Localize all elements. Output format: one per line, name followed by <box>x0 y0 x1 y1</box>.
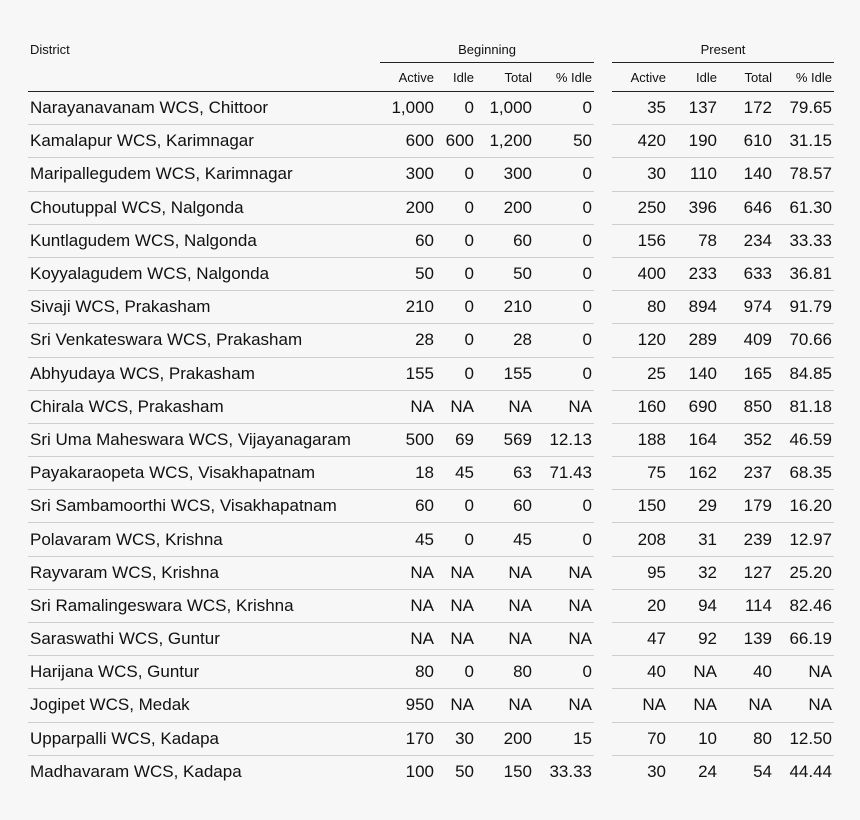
cell-present-active: 150 <box>612 490 668 523</box>
header-present-idle: Idle <box>696 69 718 85</box>
cell-present-active: 120 <box>612 324 668 357</box>
cell-present-idle: 94 <box>668 589 719 622</box>
cell-present-idle: 137 <box>668 92 719 125</box>
cell-present-idle: 289 <box>668 324 719 357</box>
header-district: District <box>30 41 70 57</box>
header-beginning-pct-idle: % Idle <box>555 69 593 85</box>
cell-present-active: NA <box>612 689 668 722</box>
table-row <box>28 722 834 755</box>
header-gap <box>594 36 612 63</box>
cell-present-total: 80 <box>719 722 774 755</box>
cell-beginning-pct-idle: 0 <box>534 224 594 257</box>
cell-beginning-active: 50 <box>380 257 436 290</box>
cell-beginning-idle: 0 <box>436 490 476 523</box>
cell-beginning-pct-idle: NA <box>534 390 594 423</box>
cell-beginning-pct-idle: 33.33 <box>534 755 594 788</box>
table-row <box>28 490 834 523</box>
cell-present-active: 70 <box>612 722 668 755</box>
cell-beginning-active: 1,000 <box>380 92 436 125</box>
cell-present-total: 165 <box>719 357 774 390</box>
cell-beginning-idle: 0 <box>436 191 476 224</box>
cell-district: Harijana WCS, Guntur <box>28 656 380 689</box>
cell-present-total: 139 <box>719 623 774 656</box>
cell-district: Abhyudaya WCS, Prakasham <box>28 357 380 390</box>
cell-beginning-total: 1,200 <box>476 125 534 158</box>
cell-gap <box>594 689 612 722</box>
cell-beginning-active: NA <box>380 390 436 423</box>
cell-beginning-active: 950 <box>380 689 436 722</box>
table-row <box>28 291 834 324</box>
cell-gap <box>594 623 612 656</box>
cell-district: Jogipet WCS, Medak <box>28 689 380 722</box>
cell-present-pct-idle: 70.66 <box>774 324 834 357</box>
cell-beginning-active: 60 <box>380 490 436 523</box>
cell-present-idle: 140 <box>668 357 719 390</box>
table-row <box>28 589 834 622</box>
cell-beginning-total: 569 <box>476 423 534 456</box>
cell-gap <box>594 390 612 423</box>
cell-beginning-total: 200 <box>476 191 534 224</box>
cell-district: Sri Uma Maheswara WCS, Vijayanagaram <box>28 423 380 456</box>
cell-beginning-idle: NA <box>436 589 476 622</box>
cell-beginning-active: NA <box>380 623 436 656</box>
header-beginning-active: Active <box>398 69 434 85</box>
cell-district: Narayanavanam WCS, Chittoor <box>28 92 380 125</box>
cell-present-pct-idle: 79.65 <box>774 92 834 125</box>
cell-present-idle: 690 <box>668 390 719 423</box>
cell-beginning-active: 300 <box>380 158 436 191</box>
header-beginning-idle: Idle <box>453 69 474 85</box>
table-row <box>28 423 834 456</box>
cell-present-active: 95 <box>612 556 668 589</box>
cell-present-idle: 92 <box>668 623 719 656</box>
cell-beginning-total: NA <box>476 689 534 722</box>
cell-beginning-idle: 45 <box>436 457 476 490</box>
cell-beginning-active: NA <box>380 589 436 622</box>
cell-beginning-idle: 0 <box>436 656 476 689</box>
cell-beginning-pct-idle: NA <box>534 623 594 656</box>
cell-beginning-total: 300 <box>476 158 534 191</box>
cell-beginning-idle: 600 <box>436 125 476 158</box>
cell-district: Sri Venkateswara WCS, Prakasham <box>28 324 380 357</box>
cell-beginning-total: NA <box>476 390 534 423</box>
table-row <box>28 755 834 788</box>
cell-beginning-total: 28 <box>476 324 534 357</box>
cell-beginning-total: 210 <box>476 291 534 324</box>
cell-district: Upparpalli WCS, Kadapa <box>28 722 380 755</box>
header-group-beginning: Beginning <box>380 36 594 63</box>
cell-beginning-active: 45 <box>380 523 436 556</box>
header-present-pct-idle: % Idle <box>795 69 833 85</box>
cell-present-pct-idle: 78.57 <box>774 158 834 191</box>
cell-present-pct-idle: 68.35 <box>774 457 834 490</box>
cell-district: Kamalapur WCS, Karimnagar <box>28 125 380 158</box>
table-row <box>28 257 834 290</box>
cell-beginning-total: 150 <box>476 755 534 788</box>
cell-beginning-pct-idle: 12.13 <box>534 423 594 456</box>
table-row <box>28 92 834 125</box>
cell-beginning-active: 210 <box>380 291 436 324</box>
cell-district: Polavaram WCS, Krishna <box>28 523 380 556</box>
table-row <box>28 457 834 490</box>
cell-present-idle: 10 <box>668 722 719 755</box>
cell-gap <box>594 556 612 589</box>
cell-district: Koyyalagudem WCS, Nalgonda <box>28 257 380 290</box>
cell-beginning-idle: 0 <box>436 224 476 257</box>
cell-beginning-active: 100 <box>380 755 436 788</box>
cell-present-idle: 29 <box>668 490 719 523</box>
cell-present-active: 420 <box>612 125 668 158</box>
cell-beginning-pct-idle: 0 <box>534 92 594 125</box>
table-header <box>28 36 834 92</box>
cell-beginning-pct-idle: NA <box>534 689 594 722</box>
cell-present-total: 40 <box>719 656 774 689</box>
cell-beginning-pct-idle: 50 <box>534 125 594 158</box>
cell-gap <box>594 191 612 224</box>
cell-gap <box>594 457 612 490</box>
cell-gap <box>594 92 612 125</box>
cell-present-idle: 110 <box>668 158 719 191</box>
cell-present-pct-idle: 12.97 <box>774 523 834 556</box>
table-row <box>28 556 834 589</box>
table-row <box>28 623 834 656</box>
cell-beginning-pct-idle: 0 <box>534 324 594 357</box>
cell-present-idle: 190 <box>668 125 719 158</box>
table-row <box>28 357 834 390</box>
cell-beginning-total: 45 <box>476 523 534 556</box>
cell-present-active: 30 <box>612 158 668 191</box>
cell-beginning-active: 200 <box>380 191 436 224</box>
table-row <box>28 324 834 357</box>
cell-present-total: 646 <box>719 191 774 224</box>
cell-present-idle: 162 <box>668 457 719 490</box>
cell-present-pct-idle: 91.79 <box>774 291 834 324</box>
cell-present-total: 974 <box>719 291 774 324</box>
cell-present-total: 239 <box>719 523 774 556</box>
cell-beginning-total: 1,000 <box>476 92 534 125</box>
cell-beginning-idle: 50 <box>436 755 476 788</box>
cell-district: Madhavaram WCS, Kadapa <box>28 755 380 788</box>
cell-district: Maripallegudem WCS, Karimnagar <box>28 158 380 191</box>
header-blank <box>28 63 380 92</box>
cell-beginning-total: NA <box>476 589 534 622</box>
cell-present-active: 208 <box>612 523 668 556</box>
cell-gap <box>594 257 612 290</box>
cell-beginning-idle: 30 <box>436 722 476 755</box>
cell-beginning-active: 18 <box>380 457 436 490</box>
cell-beginning-active: 500 <box>380 423 436 456</box>
cell-beginning-pct-idle: 0 <box>534 490 594 523</box>
cell-beginning-pct-idle: 0 <box>534 191 594 224</box>
cell-present-total: 179 <box>719 490 774 523</box>
cell-beginning-pct-idle: 0 <box>534 257 594 290</box>
cell-present-active: 188 <box>612 423 668 456</box>
table-body <box>28 92 834 788</box>
cell-present-active: 160 <box>612 390 668 423</box>
cell-present-pct-idle: NA <box>774 656 834 689</box>
cell-present-idle: 233 <box>668 257 719 290</box>
cell-district: Sri Ramalingeswara WCS, Krishna <box>28 589 380 622</box>
cell-beginning-active: 600 <box>380 125 436 158</box>
cell-present-active: 40 <box>612 656 668 689</box>
table-row <box>28 689 834 722</box>
cell-present-pct-idle: 31.15 <box>774 125 834 158</box>
cell-gap <box>594 755 612 788</box>
cell-beginning-idle: 0 <box>436 291 476 324</box>
cell-present-pct-idle: 16.20 <box>774 490 834 523</box>
cell-beginning-total: NA <box>476 623 534 656</box>
cell-present-pct-idle: 84.85 <box>774 357 834 390</box>
cell-beginning-pct-idle: 0 <box>534 291 594 324</box>
header-gap <box>594 63 612 92</box>
cell-present-active: 47 <box>612 623 668 656</box>
cell-beginning-idle: 0 <box>436 92 476 125</box>
cell-present-idle: 31 <box>668 523 719 556</box>
cell-district: Sri Sambamoorthi WCS, Visakhapatnam <box>28 490 380 523</box>
cell-present-pct-idle: 36.81 <box>774 257 834 290</box>
cell-present-total: 114 <box>719 589 774 622</box>
cell-present-pct-idle: 46.59 <box>774 423 834 456</box>
cell-beginning-pct-idle: 0 <box>534 357 594 390</box>
cell-gap <box>594 490 612 523</box>
cell-gap <box>594 125 612 158</box>
cell-present-active: 35 <box>612 92 668 125</box>
cell-present-idle: 78 <box>668 224 719 257</box>
cell-present-pct-idle: 82.46 <box>774 589 834 622</box>
cell-district: Payakaraopeta WCS, Visakhapatnam <box>28 457 380 490</box>
cell-present-pct-idle: 12.50 <box>774 722 834 755</box>
cell-gap <box>594 656 612 689</box>
cell-gap <box>594 589 612 622</box>
cell-beginning-active: 60 <box>380 224 436 257</box>
cell-district: Kuntlagudem WCS, Nalgonda <box>28 224 380 257</box>
cell-beginning-total: 155 <box>476 357 534 390</box>
cell-beginning-total: 60 <box>476 224 534 257</box>
cell-district: Saraswathi WCS, Guntur <box>28 623 380 656</box>
cell-beginning-idle: 69 <box>436 423 476 456</box>
cell-beginning-total: 200 <box>476 722 534 755</box>
cell-beginning-total: 63 <box>476 457 534 490</box>
cell-beginning-idle: 0 <box>436 257 476 290</box>
cell-district: Chirala WCS, Prakasham <box>28 390 380 423</box>
cell-present-idle: 24 <box>668 755 719 788</box>
cell-present-total: 850 <box>719 390 774 423</box>
cell-beginning-idle: NA <box>436 689 476 722</box>
table-row <box>28 125 834 158</box>
cell-district: Rayvaram WCS, Krishna <box>28 556 380 589</box>
cell-present-active: 20 <box>612 589 668 622</box>
table-row <box>28 191 834 224</box>
cell-beginning-total: 50 <box>476 257 534 290</box>
cell-gap <box>594 357 612 390</box>
cell-present-total: 237 <box>719 457 774 490</box>
cell-beginning-active: 80 <box>380 656 436 689</box>
cell-gap <box>594 423 612 456</box>
cell-gap <box>594 291 612 324</box>
cell-beginning-idle: 0 <box>436 357 476 390</box>
cell-present-idle: 894 <box>668 291 719 324</box>
cell-beginning-active: 170 <box>380 722 436 755</box>
cell-beginning-active: 155 <box>380 357 436 390</box>
cell-present-total: 54 <box>719 755 774 788</box>
cell-beginning-idle: 0 <box>436 158 476 191</box>
cell-present-idle: 396 <box>668 191 719 224</box>
cell-present-active: 250 <box>612 191 668 224</box>
cell-beginning-total: NA <box>476 556 534 589</box>
wcs-table <box>28 36 834 788</box>
table-row <box>28 390 834 423</box>
cell-beginning-idle: 0 <box>436 324 476 357</box>
cell-present-active: 75 <box>612 457 668 490</box>
cell-gap <box>594 523 612 556</box>
cell-present-total: 172 <box>719 92 774 125</box>
cell-gap <box>594 158 612 191</box>
cell-present-pct-idle: 61.30 <box>774 191 834 224</box>
cell-beginning-pct-idle: 71.43 <box>534 457 594 490</box>
cell-present-active: 400 <box>612 257 668 290</box>
cell-present-idle: 32 <box>668 556 719 589</box>
cell-present-total: NA <box>719 689 774 722</box>
cell-beginning-pct-idle: 15 <box>534 722 594 755</box>
cell-present-total: 409 <box>719 324 774 357</box>
header-beginning-total: Total <box>504 69 532 85</box>
cell-present-total: 140 <box>719 158 774 191</box>
cell-gap <box>594 224 612 257</box>
cell-present-pct-idle: 33.33 <box>774 224 834 257</box>
cell-beginning-active: 28 <box>380 324 436 357</box>
cell-present-active: 30 <box>612 755 668 788</box>
cell-present-pct-idle: 81.18 <box>774 390 834 423</box>
table-row <box>28 523 834 556</box>
cell-beginning-pct-idle: 0 <box>534 523 594 556</box>
header-present-total: Total <box>744 69 773 85</box>
header-present-active: Active <box>630 69 667 85</box>
cell-gap <box>594 722 612 755</box>
cell-district: Choutuppal WCS, Nalgonda <box>28 191 380 224</box>
cell-present-total: 610 <box>719 125 774 158</box>
cell-beginning-pct-idle: 0 <box>534 656 594 689</box>
cell-present-active: 80 <box>612 291 668 324</box>
cell-beginning-pct-idle: 0 <box>534 158 594 191</box>
cell-beginning-idle: NA <box>436 623 476 656</box>
cell-beginning-total: 80 <box>476 656 534 689</box>
cell-present-idle: NA <box>668 656 719 689</box>
cell-beginning-pct-idle: NA <box>534 556 594 589</box>
cell-present-pct-idle: 44.44 <box>774 755 834 788</box>
cell-beginning-idle: NA <box>436 390 476 423</box>
table-row <box>28 158 834 191</box>
cell-beginning-total: 60 <box>476 490 534 523</box>
cell-beginning-active: NA <box>380 556 436 589</box>
cell-gap <box>594 324 612 357</box>
table-row <box>28 656 834 689</box>
cell-present-active: 156 <box>612 224 668 257</box>
cell-present-total: 352 <box>719 423 774 456</box>
cell-present-idle: NA <box>668 689 719 722</box>
cell-beginning-pct-idle: NA <box>534 589 594 622</box>
cell-present-active: 25 <box>612 357 668 390</box>
cell-beginning-idle: NA <box>436 556 476 589</box>
header-group-present: Present <box>612 36 834 63</box>
cell-present-pct-idle: NA <box>774 689 834 722</box>
cell-present-pct-idle: 25.20 <box>774 556 834 589</box>
cell-present-pct-idle: 66.19 <box>774 623 834 656</box>
cell-present-total: 633 <box>719 257 774 290</box>
cell-beginning-idle: 0 <box>436 523 476 556</box>
cell-present-total: 234 <box>719 224 774 257</box>
cell-present-total: 127 <box>719 556 774 589</box>
cell-present-idle: 164 <box>668 423 719 456</box>
cell-district: Sivaji WCS, Prakasham <box>28 291 380 324</box>
table-row <box>28 224 834 257</box>
